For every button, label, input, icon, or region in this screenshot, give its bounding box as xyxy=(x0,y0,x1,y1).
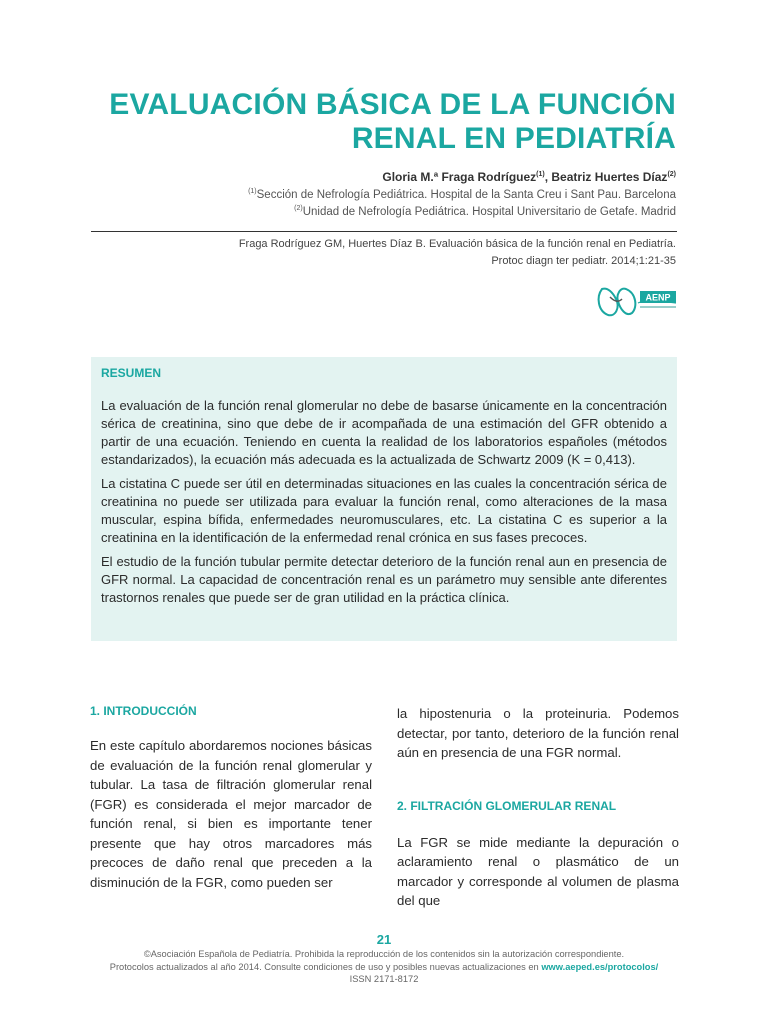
section-1-paragraph: En este capítulo abordaremos nociones básicas de evaluación de la función renal glomerular y tubular. La tasa de filtración glomerular renal (FGR) es considerada el mejor marcador de función renal, si bien es importante tener presente que hay otros marcadores más precoces de daño renal que preceden a la disminución de la FGR, como pueden ser xyxy=(90,738,372,890)
section-1-continuation: la hipostenuria o la proteinuria. Podemos detectar, por tanto, deterioro de la función renal aún en presencia de una FGR normal. xyxy=(397,706,679,760)
citation-line-2: Protoc diagn ter pediatr. 2014;1:21-35 xyxy=(491,255,676,267)
authors xyxy=(382,170,676,184)
footer-update-line xyxy=(0,961,768,974)
author-1: Gloria M.ª Fraga Rodríguez xyxy=(382,170,537,184)
column-left xyxy=(90,704,372,892)
affiliation-1-mark: (1) xyxy=(248,188,257,195)
citation xyxy=(239,236,676,270)
footer-update-text: Protocolos actualizados al año 2014. Consulte condiciones de uso y posibles nuevas actualizaciones en xyxy=(109,961,542,972)
page-title xyxy=(109,88,676,156)
header-divider xyxy=(91,231,677,232)
summary-paragraph-3: El estudio de la función tubular permite detectar deterioro de la función renal aun en presencia de GFR normal. La capacidad de concentración renal es un parámetro muy sensible ante diferentes trastornos renales que puede ser de gran utilidad en la práctica clínica. xyxy=(101,554,667,605)
column-right xyxy=(397,704,679,911)
author-2: Beatriz Huertes Díaz xyxy=(551,170,668,184)
author-1-affiliation-mark: (1) xyxy=(536,171,545,178)
affiliation-2 xyxy=(294,205,676,218)
author-separator: , xyxy=(544,170,552,184)
protocols-link[interactable]: www.aeped.es/protocolos/ xyxy=(541,961,659,972)
logo-text: AENP xyxy=(645,292,671,303)
author-2-affiliation-mark: (2) xyxy=(667,171,676,178)
citation-line-1: Fraga Rodríguez GM, Huertes Díaz B. Evaluación básica de la función renal en Pediatría. xyxy=(238,238,676,250)
section-1-heading: 1. INTRODUCCIÓN xyxy=(90,704,197,718)
footer-issn: ISSN 2171-8172 xyxy=(349,974,419,984)
affiliation-2-mark: (2) xyxy=(294,205,303,212)
summary-paragraph-1: La evaluación de la función renal glomerular no debe de basarse únicamente en la concentración sérica de creatinina, sino que debe de ir acompañada de una estimación del GFR obtenido a partir de una ecuación. Teniendo en cuenta la realidad de los laboratorios españoles (métodos estandarizados), la ecuación más adecuada es la actualizada de Schwartz 2009 (K = 0,413). xyxy=(101,398,667,467)
footer xyxy=(0,948,768,986)
summary-heading: RESUMEN xyxy=(101,366,162,380)
page-number: 21 xyxy=(376,932,392,947)
title-line-1: EVALUACIÓN BÁSICA DE LA FUNCIÓN xyxy=(109,88,676,121)
title-line-2: RENAL EN PEDIATRÍA xyxy=(351,122,676,155)
affiliation-1-text: Sección de Nefrología Pediátrica. Hospital de la Santa Creu i Sant Pau. Barcelona xyxy=(256,188,676,201)
footer-copyright: ©Asociación Española de Pediatría. Prohibida la reproducción de los contenidos sin la autorización correspondiente. xyxy=(143,949,625,959)
affiliation-1 xyxy=(248,188,676,201)
summary-paragraph-2: La cistatina C puede ser útil en determinadas situaciones en las cuales la concentración sérica de creatinina no puede ser utilizada para evaluar la función renal, como alteraciones de la masa muscular, espina bífida, enfermedades neuromusculares, etc. La cistatina C es superior a la creatinina en la identificación de la enfermedad renal crónica en sus fases precoces. xyxy=(101,476,667,545)
section-2-heading: 2. FILTRACIÓN GLOMERULAR RENAL xyxy=(397,798,617,813)
section-2-paragraph: La FGR se mide mediante la depuración o aclaramiento renal o plasmático de un marcador y corresponde al volumen de plasma del que xyxy=(397,834,679,908)
affiliation-2-text: Unidad de Nefrología Pediátrica. Hospital Universitario de Getafe. Madrid xyxy=(302,205,676,218)
summary-box xyxy=(91,357,677,641)
aenp-logo xyxy=(596,283,678,319)
